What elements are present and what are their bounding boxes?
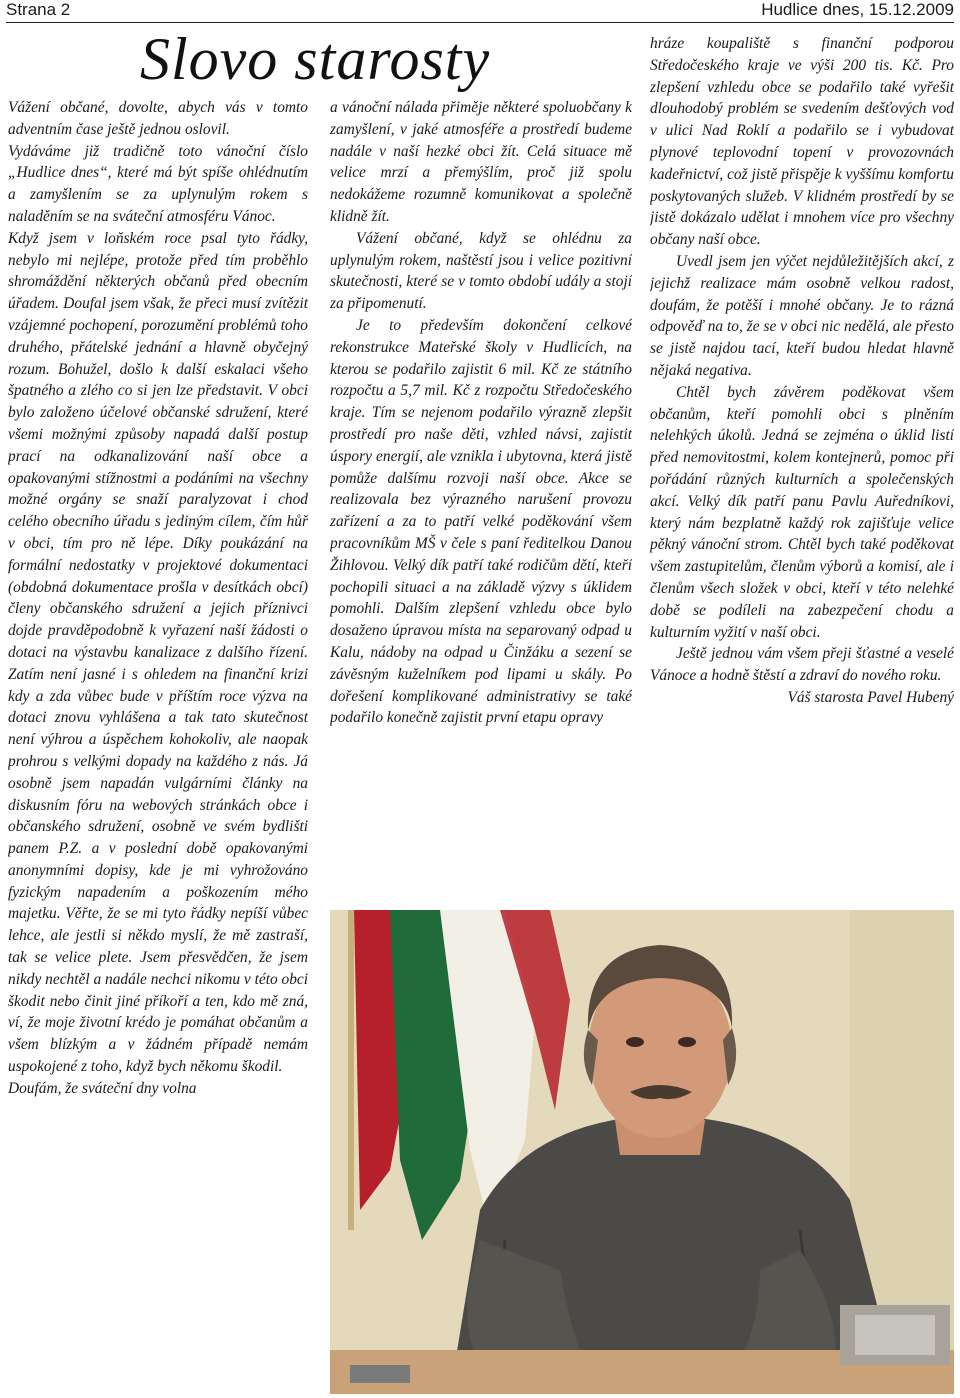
paragraph: Je to především dokončení celkové rekonstrukce Mateřské školy v Hudlicích, na kterou se podařilo zajistit 6 mil. Kč ze státního rozpočtu a 5,7 mil. Kč z rozpočtu Středočeského kraje. Tím se nejenom podařilo výrazně zlepšit prostředí pro naše děti, vzhled návsi, zajistit úspory energií, ale vznikla i ubytovna, která jistě pomůže dalšímu rozvoji naší obce. Akce se realizovala bez výrazného narušení provozu zařízení a za to patří velké poděkování všem pracovníkům MŠ v čele s paní ředitelkou Danou Žihlovou. Velký dík patří také rodičům dětí, kteří pochopili situaci a na základě výzvy s úklidem pomohli. Dalším zlepšení vzhledu obce bylo dosaženo úpravou místa na separovaný odpad u Kalu, nádoby na odpad u Činžáku a sezení se závěsným kuželníkem pod lipami u skály. Po dořešení komplikované administrativy se také podařilo konečně zajistit první etapu opravy <box>330 316 632 727</box>
paragraph: Vážení občané, když se ohlédnu za uplynulým rokem, naštěstí jsou i velice pozitivní skutečnosti, které se v tomto období udály a stojí za připomenutí. <box>330 229 632 313</box>
issue-date: Hudlice dnes, 15.12.2009 <box>761 0 954 19</box>
page-number: Strana 2 <box>6 0 71 19</box>
paragraph: hráze koupaliště s finanční podporou Středočeského kraje ve výši 200 tis. Kč. Pro zlepšení vzhledu obce se podařilo také vyřešit dlouhodobý problém se svedením dešťových vod v ulici Nad Roklí a podařilo se i vybudovat plynové teplovodní topení v provozovnách kadeřnictví, což jistě přispěje k vyššímu komfortu poskytovaných služeb. V klidném prostředí by se jistě dokázalo udělat i mnohem více pro všechny občany naší obce. <box>650 35 954 249</box>
paragraph: a vánoční nálada přiměje některé spoluobčany k zamyšlení, v jaké atmosféře a prostředí budeme nadále v naší hezké obci žít. Celá situace mě velice mrzí a přemýšlím, proč již spolu nedokážeme rozumně komunikovat a společně klidně žít. <box>330 99 632 225</box>
article-column-2 <box>330 97 632 897</box>
paragraph: Vydáváme již tradičně toto vánoční číslo „Hudlice dnes“, které má být spíše ohlédnutím a zamyšlením se za uplynulým rokem s naladěním se na sváteční atmosféru Vánoc. <box>8 142 308 225</box>
paragraph: Doufám, že sváteční dny volna <box>8 1079 197 1097</box>
paragraph: Když jsem v loňském roce psal tyto řádky, nebylo mi nejlépe, protože před tím proběhlo shromáždění některých občanů před obecním úřadem. Doufal jsem však, že přeci musí zvítězit vzájemné pochopení, porozumění problémů toho druhého, přátelské jednání a hlavně obyčejný rozum. Bohužel, došlo k další eskalaci všeho špatného a zlého co si jen lze představit. V obci bylo založeno účelové občanské sdružení, které všemi možnými způsoby napadá další postup prací na odkanalizování naší obce a opakovanými stížnostmi a podáními na všechny možné orgány se snaží paralyzovat i chod celého obecního úřadu s jediným cílem, čím hůř v obci, tím pro ně lépe. Díky poukázání na formální nedostatky v projektové dokumentaci (obdobná dokumentace prošla v desítkách obcí) členy občanského sdružení a jejich příznivci dojde pravděpodobně k vyřazení naší žádosti o dotaci na výstavbu kanalizace z dalšího řízení. Zatím není jasné i s ohledem na finanční krizi kdy a zda vůbec bude v příštím roce výzva na dotaci znovu vyhlášena a tak tato skutečnost není výhrou a úspěchem kohokoliv, ale naopak prohrou s velkými dopady na každého z nás. Já osobně jsem napadán vulgárními články na diskusním fóru na webových stránkách obce i občanského sdružení, osobně ve svém bydlišti panem P.Z. a v poslední době opakovanými anonymními dopisy, kde je mi vyhrožováno fyzickým napadením a poškozením mého majetku. Věřte, že se mi tyto řádky nepíší vůbec lehce, ale jestli si někdo myslí, že mě zastraší, tak se velice plete. Jsem přesvědčen, že jsem nikdy nechtěl a nadále nechci nikomu v této obci škodit nebo činit jiné příkoří a ten, kdo mě zná, ví, že moje životní krédo je pomáhat občanům a všem blízkým a v žádném případě nemám uspokojené z toho, když bych někomu škodil. <box>8 229 308 1076</box>
article-column-3 <box>650 33 954 903</box>
paragraph: Chtěl bych závěrem poděkovat všem občanům, kteří pomohli obci s plněním nelehkých úkolů. Jedná se zejména o úklid listí před nemovitostmi, kolem kontejnerů, pomoc při pořádání různých kulturních a společenských akcí. Velký dík patří panu Pavlu Auředníkovi, který nám bezplatně každý rok zajišťuje velice pěkný vánoční strom. Chtěl bych také poděkovat všem zastupitelům, členům výborů a komisí, ale i členům všech složek v obci, kteří v této nelehké době se podíleli na zabezpečení chodu a kulturním vyžití v naší obci. <box>650 383 954 641</box>
paragraph: Uvedl jsem jen výčet nejdůležitějších akcí, z jejichž realizace mám osobně velkou radost, doufám, že potěší i mnohé občany. Je to rázná odpověď na to, že se v obci nic nedělá, ale přesto se jistě najdou tací, kteří budou hledat hlavně nějaká negativa. <box>650 252 954 379</box>
signature: Váš starosta Pavel Hubený <box>787 688 954 706</box>
paragraph: Vážení občané, dovolte, abych vás v tomto adventním čase ještě jednou oslovil. <box>8 99 308 138</box>
article-title: Slovo starosty <box>140 26 491 92</box>
article-column-1 <box>8 97 308 1397</box>
page-header <box>6 0 954 23</box>
paragraph: Ještě jednou vám všem přeji šťastné a veselé Vánoce a hodně štěstí a zdraví do nového roku. <box>650 645 954 685</box>
mayor-portrait-illustration <box>330 910 954 1394</box>
mayor-photo <box>330 910 954 1394</box>
